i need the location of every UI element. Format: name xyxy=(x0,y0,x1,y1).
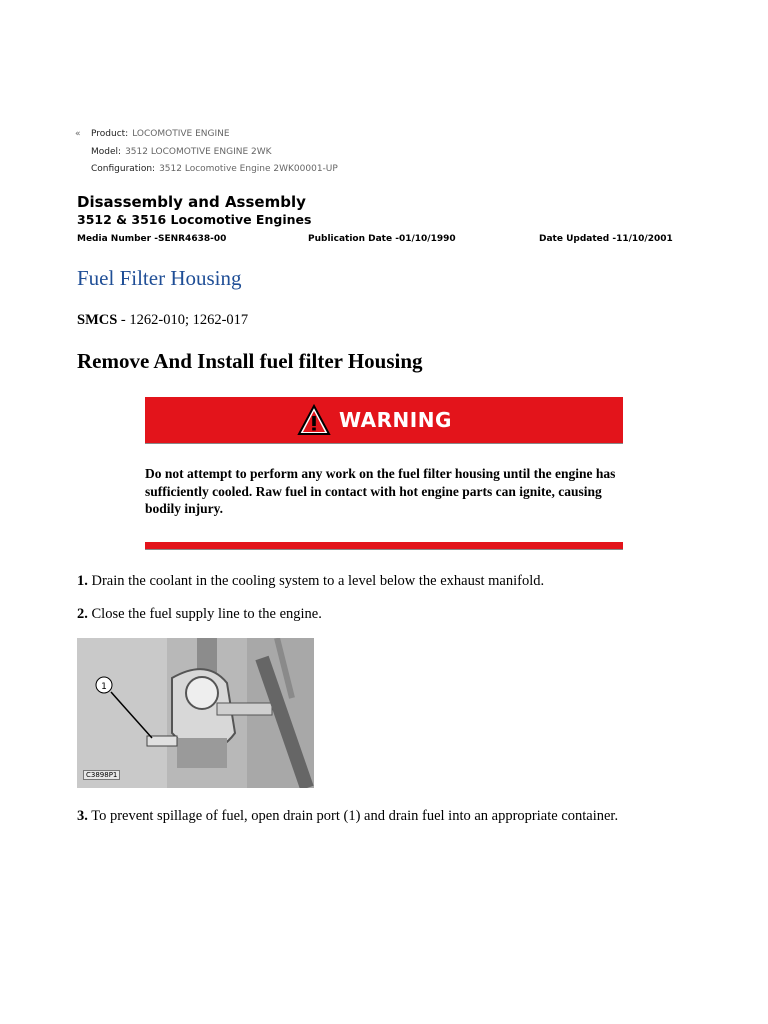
warning-banner xyxy=(145,397,623,444)
smcs-value: - 1262-010; 1262-017 xyxy=(117,312,249,328)
media-number: Media Number -SENR4638-00 xyxy=(77,234,227,244)
product-value: LOCOMOTIVE ENGINE xyxy=(132,129,230,139)
step-number: 2. xyxy=(77,606,88,622)
warning-triangle-icon xyxy=(297,404,331,436)
configuration-row xyxy=(77,161,338,179)
section-title: Fuel Filter Housing xyxy=(77,266,242,290)
model-label: Model: xyxy=(91,146,122,157)
date-updated: Date Updated -11/10/2001 xyxy=(539,234,673,244)
procedure-title: Remove And Install fuel filter Housing xyxy=(77,349,423,373)
double-left-arrow-icon[interactable]: « xyxy=(75,129,81,139)
warning-body: Do not attempt to perform any work on the fuel filter housing until the engine has sufficiently cooled. Raw fuel in contact with hot engine parts can ignite, causing bodily injury. xyxy=(145,466,616,516)
configuration-value: 3512 Locomotive Engine 2WK00001-UP xyxy=(159,164,338,174)
step-text: Drain the coolant in the cooling system to a level below the exhaust manifold. xyxy=(87,573,545,589)
warning-header xyxy=(297,403,452,437)
publication-date: Publication Date -01/10/1990 xyxy=(308,234,456,244)
warning-banner-text: WARNING xyxy=(339,408,452,432)
step-number: 1. xyxy=(77,573,88,589)
model-value: 3512 LOCOMOTIVE ENGINE 2WK xyxy=(125,146,272,157)
configuration-label: Configuration: xyxy=(91,164,156,174)
warning-divider xyxy=(145,542,623,550)
product-row xyxy=(77,126,338,144)
figure-code: C3898P1 xyxy=(83,770,120,780)
smcs-line xyxy=(77,312,248,329)
document-title: Disassembly and Assembly xyxy=(77,193,306,211)
step-1 xyxy=(77,573,544,590)
step-number: 3. xyxy=(77,808,88,824)
photo-illustration xyxy=(77,638,314,788)
step-3 xyxy=(77,808,618,825)
product-info xyxy=(77,126,338,179)
fuel-filter-photo xyxy=(77,638,314,788)
step-2 xyxy=(77,606,322,623)
step-text: To prevent spillage of fuel, open drain port (1) and drain fuel into an appropriate container. xyxy=(87,808,619,824)
smcs-label: SMCS xyxy=(77,312,118,328)
document-subtitle: 3512 & 3516 Locomotive Engines xyxy=(77,212,312,227)
step-text: Close the fuel supply line to the engine. xyxy=(87,606,322,622)
product-label: Product: xyxy=(91,129,129,139)
callout-number: 1 xyxy=(101,682,107,692)
model-row xyxy=(77,144,338,162)
